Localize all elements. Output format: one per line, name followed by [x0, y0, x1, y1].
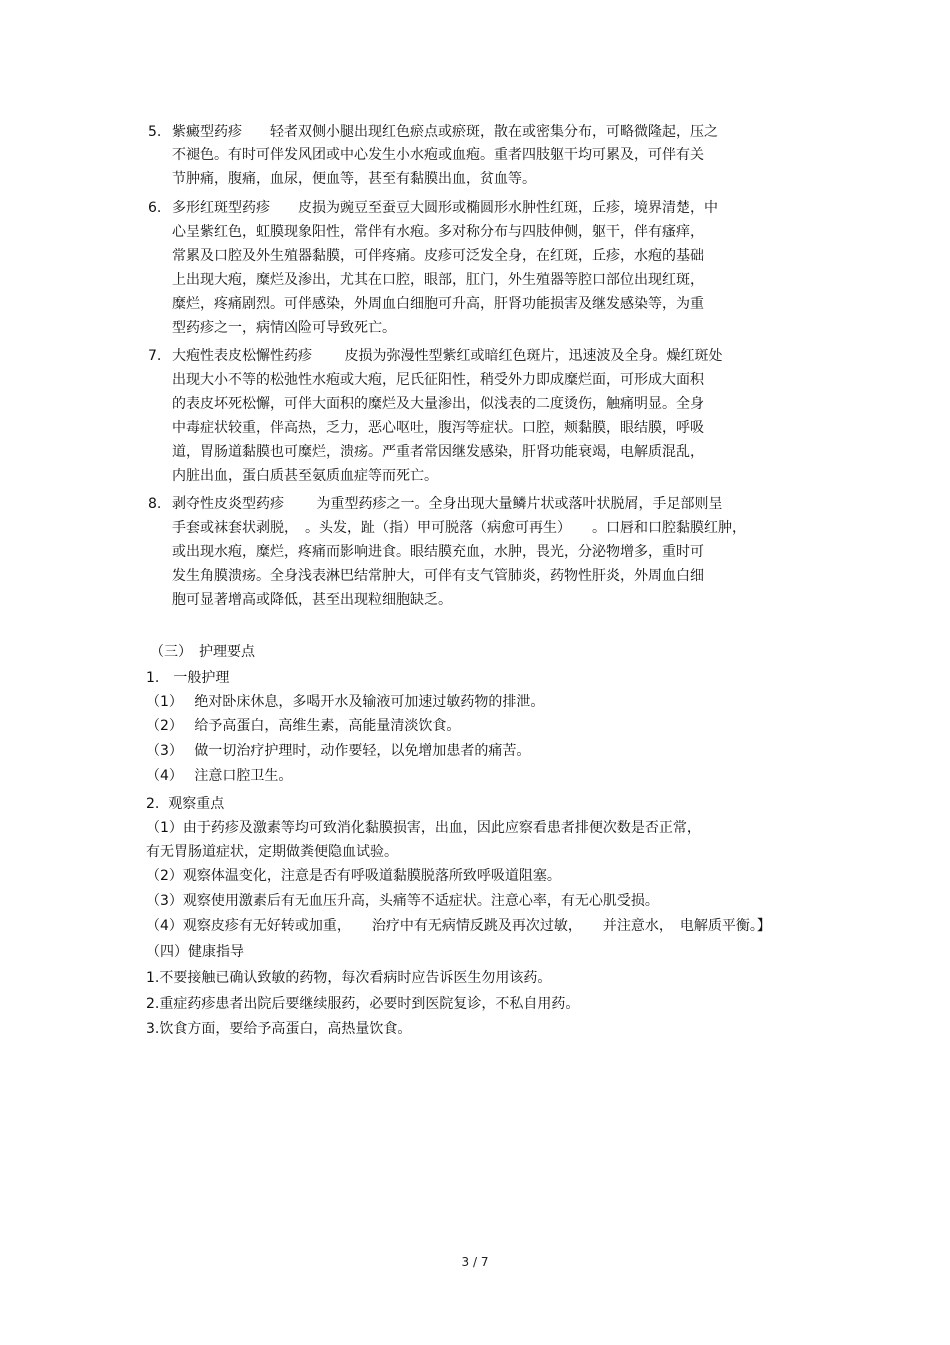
item-line: 手套或袜套状剥脱， 。头发，趾（指）甲可脱落（病愈可再生） 。口唇和口腔黏膜红肿， [172, 520, 746, 536]
list-item: （1） 绝对卧床休息，多喝开水及输液可加速过敏药物的排泄。 [146, 694, 545, 710]
list-item: （4） 注意口腔卫生。 [146, 768, 293, 784]
item-line: 的表皮坏死松懈，可伴大面积的糜烂及大量渗出，似浅表的二度烫伤，触痛明显。全身 [172, 396, 704, 412]
subsection-title: 1. 一般护理 [146, 670, 230, 686]
item-line: 糜烂，疼痛剧烈。可伴感染，外周血白细胞可升高，肝肾功能损害及继发感染等，为重 [172, 296, 704, 312]
item-line: 剥夺性皮炎型药疹 为重型药疹之一。全身出现大量鳞片状或落叶状脱屑，手足部则呈 [172, 496, 723, 512]
item-line: 心呈紫红色，虹膜现象阳性，常伴有水疱。多对称分布与四肢伸侧，躯干，伴有瘙痒， [172, 224, 704, 240]
page-number: 3 / 7 [461, 1255, 489, 1269]
list-item: （3） 做一切治疗护理时，动作要轻，以免增加患者的痛苦。 [146, 743, 531, 759]
item-line: 上出现大疱，糜烂及渗出，尤其在口腔，眼部，肛门，外生殖器等腔口部位出现红斑， [172, 272, 704, 288]
item-line: 型药疹之一，病情凶险可导致死亡。 [172, 320, 396, 336]
item-line: 紫癜型药疹 轻者双侧小腿出现红色瘀点或瘀斑，散在或密集分布，可略微隆起，压之 [172, 124, 718, 140]
guide-line: 2.重症药疹患者出院后要继续服药，必要时到医院复诊，不私自用药。 [146, 996, 580, 1012]
item-line: 不褪色。有时可伴发风团或中心发生小水疱或血疱。重者四肢躯干均可累及，可伴有关 [172, 147, 704, 163]
item-line: 出现大小不等的松弛性水疱或大疱，尼氏征阳性，稍受外力即成糜烂面，可形成大面积 [172, 372, 704, 388]
item-number: 6. [148, 200, 162, 216]
guide-line: 1.不要接触已确认致敏的药物，每次看病时应告诉医生勿用该药。 [146, 970, 552, 986]
item-line: 或出现水疱，糜烂，疼痛而影响进食。眼结膜充血，水肿，畏光，分泌物增多，重时可 [172, 544, 704, 560]
list-item: （2） 给予高蛋白，高维生素，高能量清淡饮食。 [146, 718, 461, 734]
observe-line: 有无胃肠道症状，定期做粪便隐血试验。 [146, 844, 398, 860]
section-heading: （三） 护理要点 [150, 644, 255, 660]
item-line: 胞可显著增高或降低，甚至出现粒细胞缺乏。 [172, 592, 452, 608]
item-line: 内脏出血，蛋白质甚至氨质血症等而死亡。 [172, 468, 438, 484]
item-line: 多形红斑型药疹 皮损为豌豆至蚕豆大圆形或椭圆形水肿性红斑，丘疹，境界清楚，中 [172, 200, 718, 216]
guide-line: 3.饮食方面，要给予高蛋白，高热量饮食。 [146, 1021, 412, 1037]
item-line: 道，胃肠道黏膜也可糜烂，溃疡。严重者常因继发感染，肝肾功能衰竭，电解质混乱， [172, 444, 704, 460]
section-heading: （四）健康指导 [146, 944, 244, 960]
item-number: 7. [148, 348, 162, 364]
item-line: 大疱性表皮松懈性药疹 皮损为弥漫性型紫红或暗红色斑片，迅速波及全身。燥红斑处 [172, 348, 723, 364]
item-line: 发生角膜溃疡。全身浅表淋巴结常肿大，可伴有支气管肺炎，药物性肝炎，外周血白细 [172, 568, 704, 584]
item-number: 8. [148, 496, 162, 512]
observe-line: （1）由于药疹及激素等均可致消化黏膜损害，出血，因此应察看患者排便次数是否正常， [146, 820, 701, 836]
observe-line: （3）观察使用激素后有无血压升高，头痛等不适症状。注意心率，有无心肌受损。 [146, 893, 659, 909]
subsection-title: 2. 观察重点 [146, 796, 225, 812]
item-line: 节肿痛，腹痛，血尿，便血等，甚至有黏膜出血，贫血等。 [172, 171, 536, 187]
observe-line: （2）观察体温变化，注意是否有呼吸道黏膜脱落所致呼吸道阻塞。 [146, 868, 561, 884]
item-line: 中毒症状较重，伴高热，乏力，恶心呕吐，腹泻等症状。口腔，颊黏膜，眼结膜，呼吸 [172, 420, 704, 436]
observe-line: （4）观察皮疹有无好转或加重， 治疗中有无病情反跳及再次过敏， 并注意水， 电解质平衡。】 [146, 918, 771, 934]
item-number: 5. [148, 124, 162, 140]
item-line: 常累及口腔及外生殖器黏膜，可伴疼痛。皮疹可泛发全身，在红斑，丘疹，水疱的基础 [172, 248, 704, 264]
